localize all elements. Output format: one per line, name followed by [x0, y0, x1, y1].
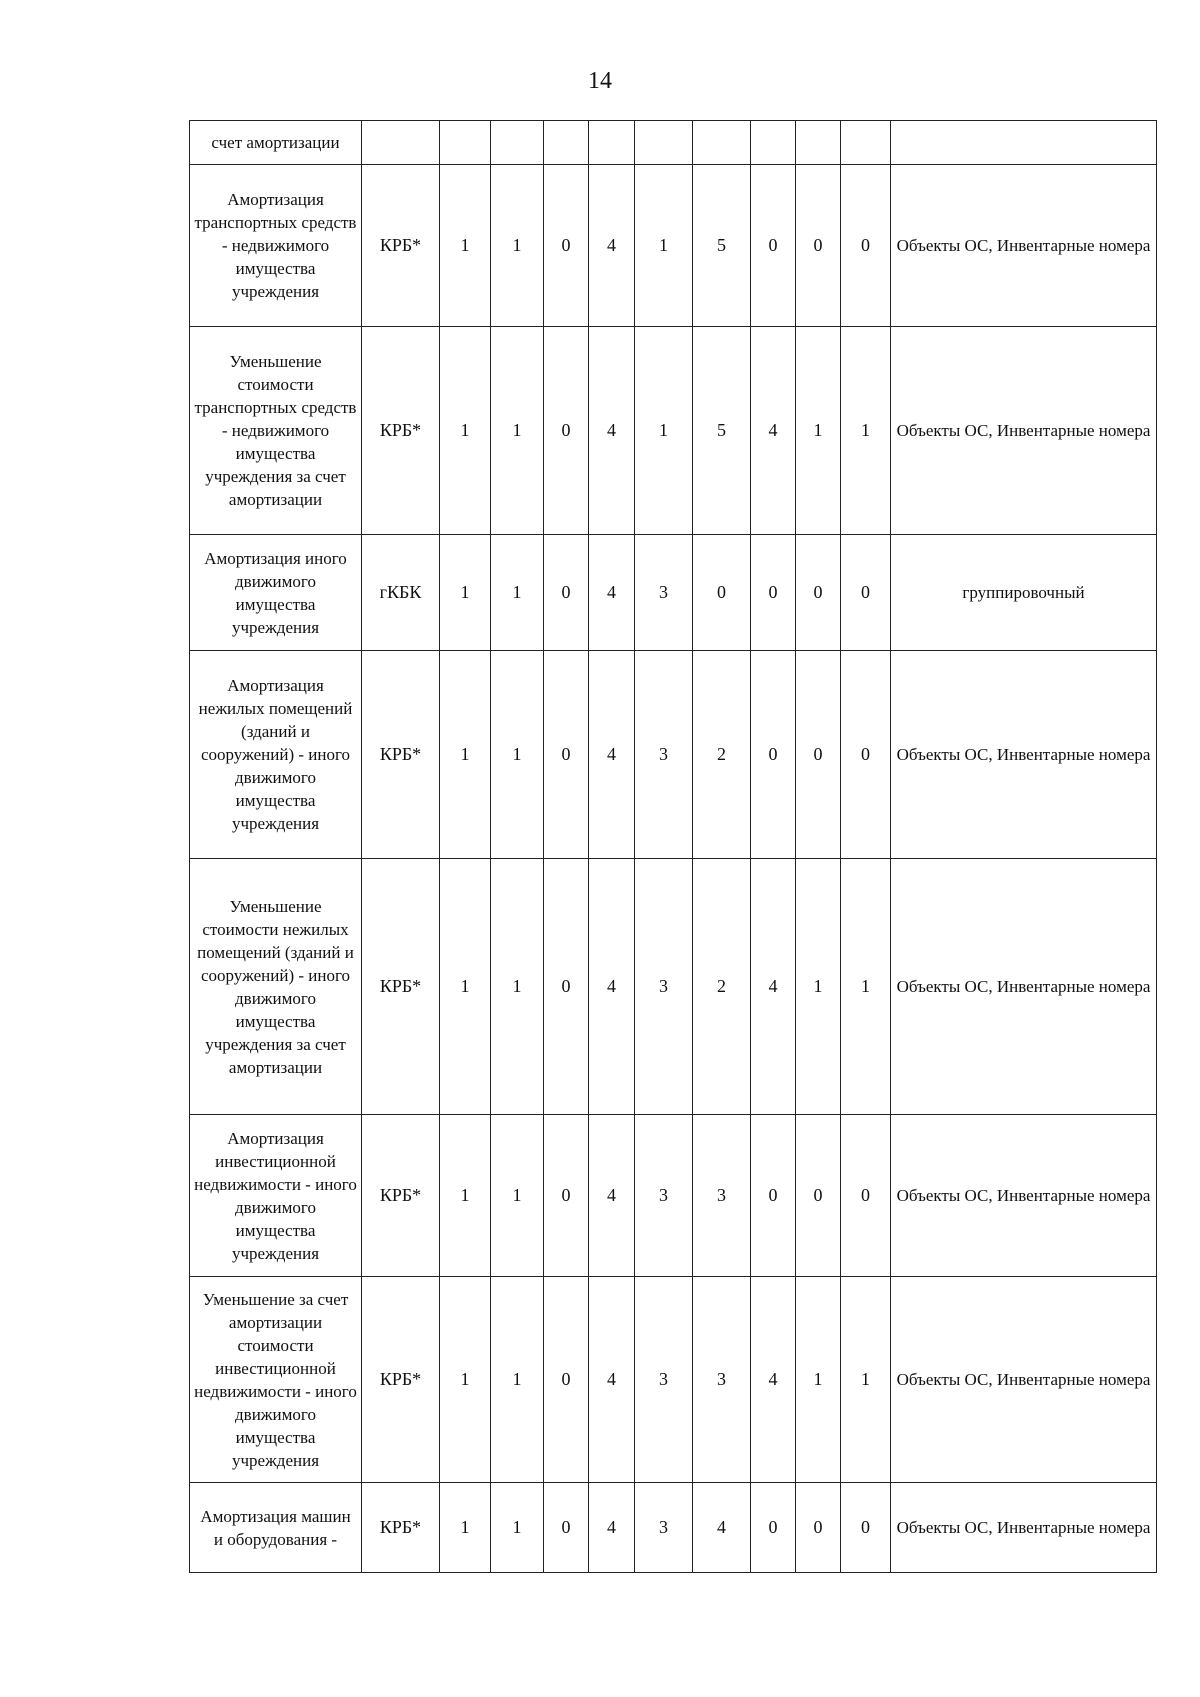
account-digit-cell: 0 [544, 1115, 589, 1277]
analytics-cell: Объекты ОС, Инвентарные номера [891, 1277, 1157, 1483]
code-cell: КРБ* [362, 327, 440, 535]
account-digit-cell: 4 [751, 1277, 796, 1483]
account-digit-cell: 1 [440, 1115, 491, 1277]
code-cell: КРБ* [362, 1483, 440, 1573]
account-digit-cell [796, 121, 841, 165]
table-row [190, 1277, 1157, 1483]
account-digit-cell: 4 [589, 859, 635, 1115]
account-digit-cell: 1 [841, 1277, 891, 1483]
account-digit-cell: 0 [544, 651, 589, 859]
account-digit-cell: 0 [751, 1115, 796, 1277]
account-digit-cell: 1 [491, 1483, 544, 1573]
account-digit-cell: 0 [841, 1483, 891, 1573]
table-row [190, 1115, 1157, 1277]
analytics-cell: Объекты ОС, Инвентарные номера [891, 327, 1157, 535]
account-digit-cell [491, 121, 544, 165]
account-digit-cell [589, 121, 635, 165]
account-digit-cell: 2 [693, 651, 751, 859]
account-digit-cell: 4 [589, 1115, 635, 1277]
account-digit-cell: 1 [796, 859, 841, 1115]
account-digit-cell: 0 [796, 1483, 841, 1573]
account-name-cell: Амортизация машин и оборудования - [190, 1483, 362, 1573]
account-digit-cell: 5 [693, 327, 751, 535]
code-cell: КРБ* [362, 165, 440, 327]
account-digit-cell: 1 [440, 535, 491, 651]
code-cell: КРБ* [362, 1277, 440, 1483]
account-digit-cell: 3 [635, 1277, 693, 1483]
account-digit-cell: 1 [491, 651, 544, 859]
account-name-cell: Амортизация иного движимого имущества учреждения [190, 535, 362, 651]
analytics-cell: Объекты ОС, Инвентарные номера [891, 165, 1157, 327]
account-digit-cell: 5 [693, 165, 751, 327]
account-digit-cell: 0 [841, 165, 891, 327]
account-digit-cell: 0 [796, 651, 841, 859]
account-digit-cell: 1 [841, 859, 891, 1115]
table-row [190, 535, 1157, 651]
account-digit-cell: 1 [440, 859, 491, 1115]
account-digit-cell: 0 [544, 165, 589, 327]
account-digit-cell: 0 [544, 859, 589, 1115]
account-digit-cell: 4 [589, 165, 635, 327]
account-digit-cell: 1 [796, 327, 841, 535]
account-name-cell: Амортизация инвестиционной недвижимости - иного движимого имущества учреждения [190, 1115, 362, 1277]
account-digit-cell: 3 [635, 859, 693, 1115]
account-digit-cell: 1 [491, 165, 544, 327]
account-digit-cell: 0 [796, 1115, 841, 1277]
account-digit-cell: 1 [440, 327, 491, 535]
account-digit-cell: 1 [491, 535, 544, 651]
account-digit-cell: 4 [751, 859, 796, 1115]
account-digit-cell: 1 [440, 165, 491, 327]
account-digit-cell [841, 121, 891, 165]
analytics-cell: Объекты ОС, Инвентарные номера [891, 859, 1157, 1115]
account-digit-cell: 1 [841, 327, 891, 535]
account-digit-cell [440, 121, 491, 165]
account-name-cell: Уменьшение за счет амортизации стоимости инвестиционной недвижимости - иного движимого имущества учреждения [190, 1277, 362, 1483]
account-digit-cell: 1 [491, 327, 544, 535]
account-digit-cell: 0 [841, 1115, 891, 1277]
account-digit-cell: 1 [491, 1115, 544, 1277]
account-digit-cell: 0 [841, 535, 891, 651]
account-digit-cell: 3 [635, 1483, 693, 1573]
account-digit-cell: 1 [440, 651, 491, 859]
account-digit-cell: 0 [544, 327, 589, 535]
table-row [190, 165, 1157, 327]
code-cell: гКБК [362, 535, 440, 651]
account-digit-cell: 1 [796, 1277, 841, 1483]
account-digit-cell: 0 [544, 1277, 589, 1483]
table-row [190, 121, 1157, 165]
account-digit-cell: 4 [589, 651, 635, 859]
account-digit-cell: 0 [841, 651, 891, 859]
account-digit-cell: 0 [751, 535, 796, 651]
account-digit-cell [635, 121, 693, 165]
account-digit-cell: 2 [693, 859, 751, 1115]
account-digit-cell: 0 [544, 1483, 589, 1573]
analytics-cell [891, 121, 1157, 165]
account-digit-cell: 3 [693, 1277, 751, 1483]
analytics-cell: Объекты ОС, Инвентарные номера [891, 1115, 1157, 1277]
account-name-cell: счет амортизации [190, 121, 362, 165]
analytics-cell: Объекты ОС, Инвентарные номера [891, 1483, 1157, 1573]
account-digit-cell: 3 [635, 1115, 693, 1277]
account-digit-cell: 3 [635, 535, 693, 651]
table-row [190, 327, 1157, 535]
account-digit-cell: 1 [491, 1277, 544, 1483]
account-digit-cell: 0 [751, 1483, 796, 1573]
account-digit-cell: 4 [589, 1277, 635, 1483]
code-cell: КРБ* [362, 859, 440, 1115]
code-cell [362, 121, 440, 165]
account-digit-cell: 0 [796, 535, 841, 651]
account-digit-cell: 3 [693, 1115, 751, 1277]
table-row [190, 1483, 1157, 1573]
account-digit-cell: 1 [635, 165, 693, 327]
account-digit-cell: 4 [589, 327, 635, 535]
account-digit-cell: 1 [440, 1277, 491, 1483]
account-digit-cell: 3 [635, 651, 693, 859]
analytics-cell: Объекты ОС, Инвентарные номера [891, 651, 1157, 859]
account-digit-cell [544, 121, 589, 165]
account-digit-cell: 4 [751, 327, 796, 535]
page-number: 14 [588, 68, 612, 94]
account-digit-cell: 0 [751, 165, 796, 327]
account-name-cell: Амортизация транспортных средств - недвижимого имущества учреждения [190, 165, 362, 327]
code-cell: КРБ* [362, 651, 440, 859]
account-digit-cell: 4 [589, 535, 635, 651]
analytics-cell: группировочный [891, 535, 1157, 651]
account-digit-cell: 0 [751, 651, 796, 859]
account-digit-cell [751, 121, 796, 165]
account-digit-cell: 1 [491, 859, 544, 1115]
account-digit-cell: 1 [635, 327, 693, 535]
account-name-cell: Уменьшение стоимости транспортных средств - недвижимого имущества учреждения за счет амортизации [190, 327, 362, 535]
table-row [190, 651, 1157, 859]
account-digit-cell: 0 [796, 165, 841, 327]
account-digit-cell: 1 [440, 1483, 491, 1573]
account-digit-cell: 4 [589, 1483, 635, 1573]
account-name-cell: Амортизация нежилых помещений (зданий и сооружений) - иного движимого имущества учреждения [190, 651, 362, 859]
account-digit-cell: 4 [693, 1483, 751, 1573]
account-name-cell: Уменьшение стоимости нежилых помещений (зданий и сооружений) - иного движимого имущества учреждения за счет амортизации [190, 859, 362, 1115]
account-digit-cell: 0 [693, 535, 751, 651]
table-row [190, 859, 1157, 1115]
accounts-table [189, 120, 1157, 1573]
account-digit-cell [693, 121, 751, 165]
account-digit-cell: 0 [544, 535, 589, 651]
code-cell: КРБ* [362, 1115, 440, 1277]
